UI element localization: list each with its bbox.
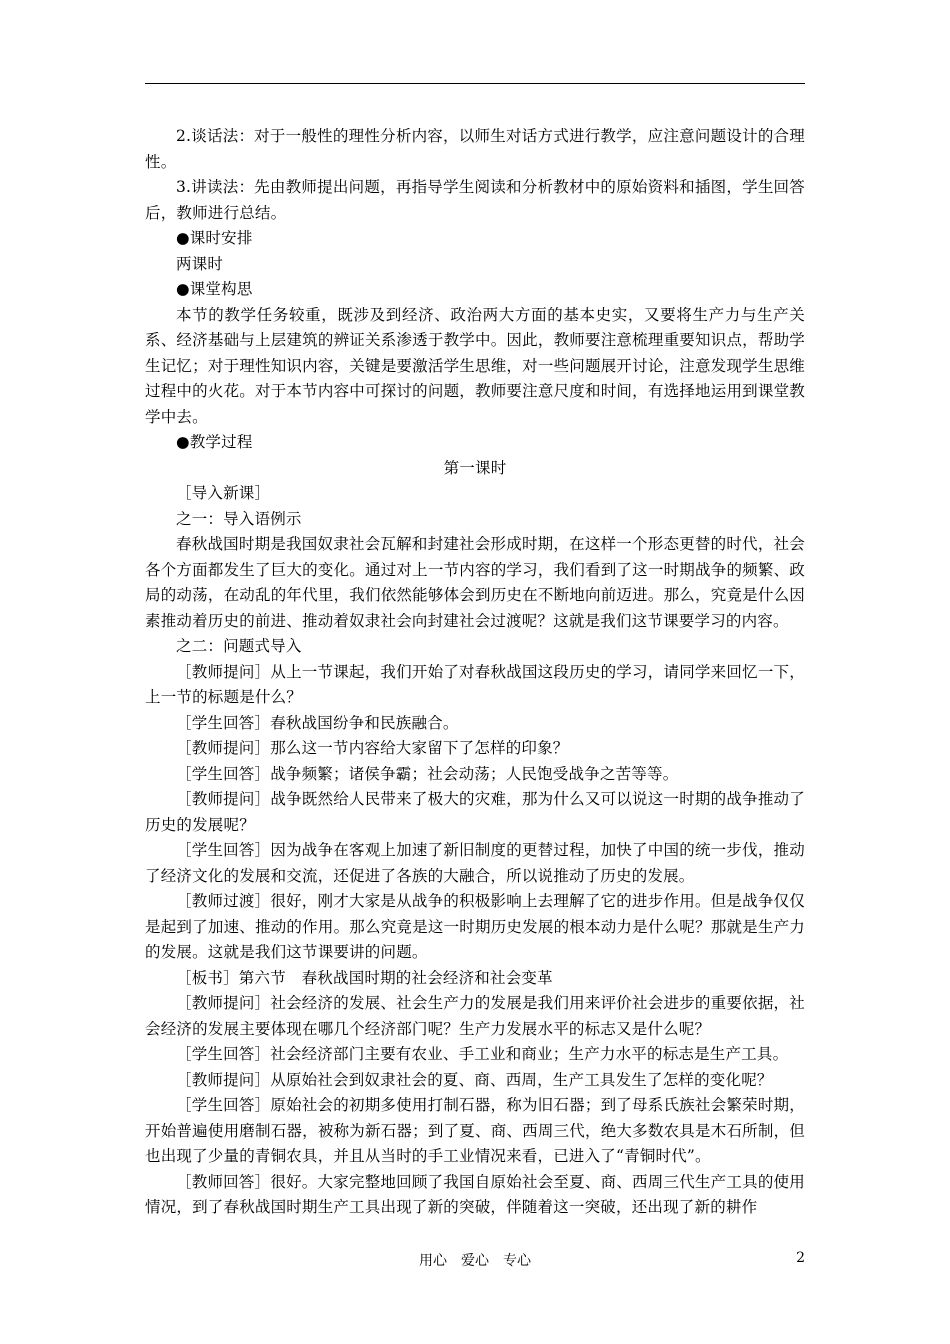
dialogue-line: ［学生回答］因为战争在客观上加速了新旧制度的更替过程，加快了中国的统一步伐，推动了经济文化的发展和交流，还促进了各族的大融合，所以说推动了历史的发展。 bbox=[145, 841, 805, 885]
dialogue-line: ［教师提问］那么这一节内容给大家留下了怎样的印象？ bbox=[176, 739, 569, 757]
paragraph-intro-1-title: 之一：导入语例示 bbox=[176, 509, 302, 528]
page-footer bbox=[145, 1250, 805, 1270]
dialogue-line: ［学生回答］战争频繁；诸侯争霸；社会动荡；人民饱受战争之苦等等。 bbox=[176, 764, 679, 783]
paragraph-method-3: 3.讲读法：先由教师提出问题，再指导学生阅读和分析教材中的原始资料和插图，学生回答后，教师进行总结。 bbox=[145, 178, 805, 222]
dialogue-line: ［教师提问］从原始社会到奴隶社会的夏、商、西周，生产工具发生了怎样的变化呢？ bbox=[176, 1070, 773, 1089]
paragraph-concept: 本节的教学任务较重，既涉及到经济、政治两大方面的基本史实，又要将生产力与生产关系、经济基础与上层建筑的辨证关系渗透于教学中。因此，教师要注意梳理重要知识点，帮助学生记忆；对于理性知识内容，关键是要激活学生思维，对一些问题展开讨论，注意发现学生思维过程中的火花。对于本节内容中可探讨的问题，教师要注意尺度和时间，有选择地运用到课堂教学中去。 bbox=[145, 305, 805, 426]
paragraph-intro-1: 春秋战国时期是我国奴隶社会瓦解和封建社会形成时期，在这样一个形态更替的时代，社会各个方面都发生了巨大的变化。通过对上一节内容的学习，我们看到了这一时期战争的频繁、政局的动荡，在动乱的年代里，我们依然能够体会到历史在不断地向前迈进。那么，究竟是什么因素推动着历史的前进、推动着奴隶社会向封建社会过渡呢？这就是我们这节课要学习的内容。 bbox=[145, 535, 805, 630]
blackboard-line: ［板书］第六节 春秋战国时期的社会经济和社会变革 bbox=[176, 968, 553, 987]
dialogue-line: ［学生回答］春秋战国纷争和民族融合。 bbox=[176, 713, 459, 732]
dialogue-line: ［学生回答］原始社会的初期多使用打制石器，称为旧石器；到了母系氏族社会繁荣时期，开始普遍使用磨制石器，被称为新石器；到了夏、商、西周三代，绝大多数农具是木石所制，但也出现了少量的青铜农具，并且从当时的手工业情况来看，已进入了“青铜时代”。 bbox=[145, 1096, 805, 1165]
paragraph-schedule: 两课时 bbox=[176, 254, 224, 273]
heading-process: ●教学过程 bbox=[176, 433, 253, 451]
dialogue-line: ［学生回答］社会经济部门主要有农业、手工业和商业；生产力水平的标志是生产工具。 bbox=[176, 1045, 789, 1063]
paragraph-method-2: 2.谈话法：对于一般性的理性分析内容，以师生对话方式进行教学，应注意问题设计的合理性。 bbox=[145, 127, 805, 171]
heading-schedule: ●课时安排 bbox=[176, 229, 253, 247]
paragraph-intro-2-title: 之二：问题式导入 bbox=[176, 637, 302, 655]
dialogue-line: ［教师回答］很好。大家完整地回顾了我国自原始社会至夏、商、西周三代生产工具的使用情况，到了春秋战国时期生产工具出现了新的突破，伴随着这一突破，还出现了新的耕作 bbox=[145, 1172, 805, 1216]
footer-motto: 用心 爱心 专心 bbox=[419, 1253, 531, 1269]
heading-first-lesson: 第一课时 bbox=[443, 458, 507, 477]
header-rule bbox=[145, 83, 805, 84]
heading-intro: ［导入新课］ bbox=[176, 484, 271, 502]
dialogue-line: ［教师提问］从上一节课起，我们开始了对春秋战国这段历史的学习，请同学来回忆一下，上一节的标题是什么？ bbox=[145, 662, 805, 706]
heading-concept: ●课堂构思 bbox=[176, 280, 253, 298]
page-number: 2 bbox=[796, 1250, 805, 1266]
dialogue-line: ［教师提问］战争既然给人民带来了极大的灾难，那为什么又可以说这一时期的战争推动了历史的发展呢？ bbox=[145, 790, 805, 834]
page-body bbox=[145, 124, 805, 1221]
dialogue-line: ［教师提问］社会经济的发展、社会生产力的发展是我们用来评价社会进步的重要依据，社会经济的发展主要体现在哪几个经济部门呢？生产力发展水平的标志又是什么呢？ bbox=[145, 994, 805, 1038]
dialogue-line: ［教师过渡］很好，刚才大家是从战争的积极影响上去理解了它的进步作用。但是战争仅仅是起到了加速、推动的作用。那么究竟是这一时期历史发展的根本动力是什么呢？那就是生产力的发展。这就是我们这节课要讲的问题。 bbox=[145, 892, 805, 961]
